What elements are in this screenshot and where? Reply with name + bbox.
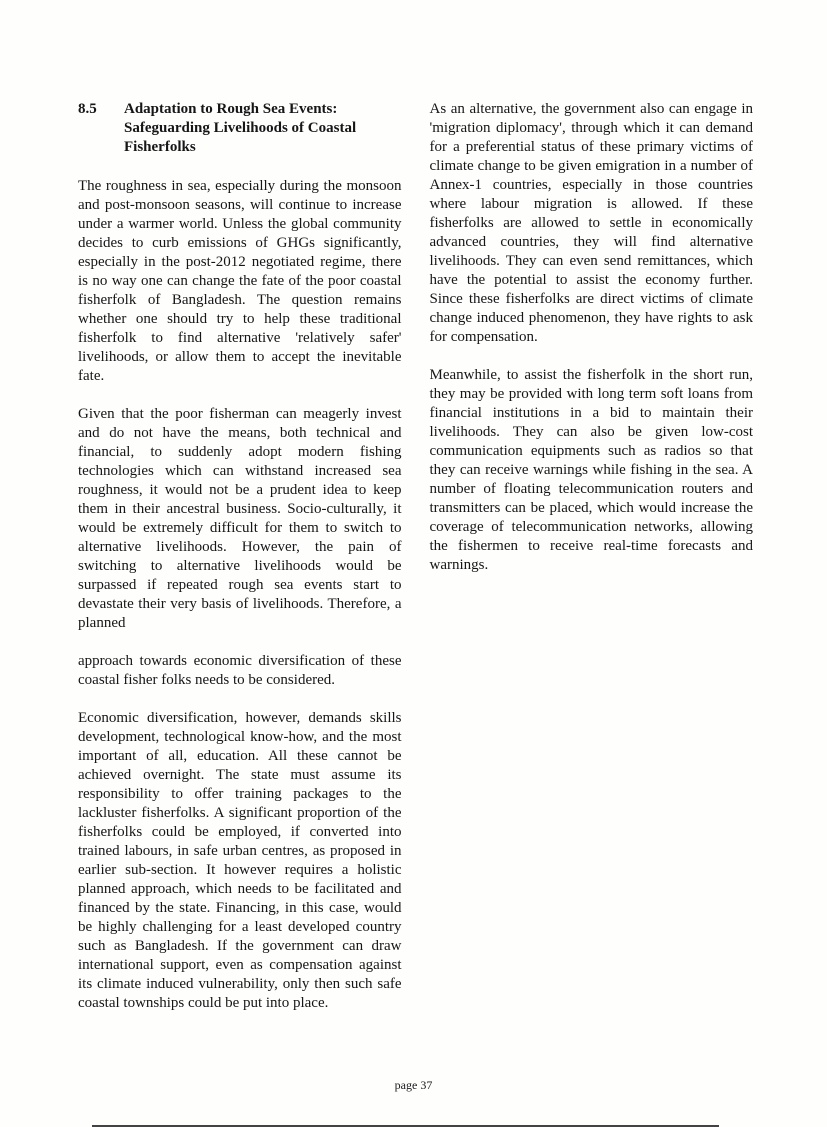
right-column [430, 100, 754, 1032]
paragraph: approach towards economic diversification of these coastal fisher folks needs to be considered. [78, 653, 402, 688]
paragraph: Meanwhile, to assist the fisherfolk in the short run, they may be provided with long term soft loans from financial institutions in a bid to maintain their livelihoods. They can also be given low-cost communication equipments such as radios so that they can receive warnings while fishing in the sea. A number of floating telecommunication routers and transmitters can be placed, which would increase the coverage of telecommunication networks, allowing the fishermen to receive real-time forecasts and warnings. [429, 367, 753, 573]
paragraph: As an alternative, the government also can engage in 'migration diplomacy', through which it can demand for a preferential status of these primary victims of climate change to be given emigration in a number of Annex-1 countries, especially in those countries where labour migration is allowed. If these fisherfolks are allowed to settle in economically advanced countries, they will find alternative livelihoods. They can even send remittances, which have the potential to assist the economy further. Since these fisherfolks are direct victims of climate change induced phenomenon, they have rights to ask for compensation. [429, 101, 753, 345]
paragraph: The roughness in sea, especially during the monsoon and post-monsoon seasons, will continue to increase under a warmer world. Unless the global community decides to curb emissions of GHGs significantly, especially in the post-2012 negotiated regime, there is no way one can change the fate of the poor coastal fisherfolk of Bangladesh. The question remains whether one should try to help these traditional fisherfolk to find alternative 'relatively safer' livelihoods, or allow them to accept the inevitable fate. [78, 178, 402, 384]
left-column [78, 100, 402, 1032]
paragraph: Economic diversification, however, demands skills development, technological know-how, and the most important of all, education. All these cannot be achieved overnight. The state must assume its responsibility to offer training packages to the lackluster fisherfolks. A significant proportion of the fisherfolks could be employed, if converted into trained labours, in safe urban centres, as proposed in earlier sub-section. It however requires a holistic planned approach, which needs to be facilitated and financed by the state. Financing, in this case, would be highly challenging for a least developed country such as Bangladesh. If the government can draw international support, even as compensation against its climate induced vulnerability, only then such safe coastal townships could be put into place. [78, 710, 402, 1011]
section-heading [78, 100, 402, 157]
section-number: 8.5 [78, 101, 97, 117]
section-title: Adaptation to Rough Sea Events: Safeguarding Livelihoods of Coastal Fisherfolks [124, 101, 357, 155]
page-number: page 37 [394, 1078, 433, 1092]
two-column-layout [78, 100, 753, 1032]
paragraph: Given that the poor fisherman can meagerly invest and do not have the means, both technical and financial, to suddenly adopt modern fishing technologies which can withstand increased sea roughness, it would not be a prudent idea to keep them in their ancestral business. Socio-culturally, it would be extremely difficult for them to switch to alternative livelihoods. However, the pain of switching to alternative livelihoods would be surpassed if repeated rough sea events start to devastate their very basis of livelihoods. Therefore, a planned [78, 406, 402, 631]
